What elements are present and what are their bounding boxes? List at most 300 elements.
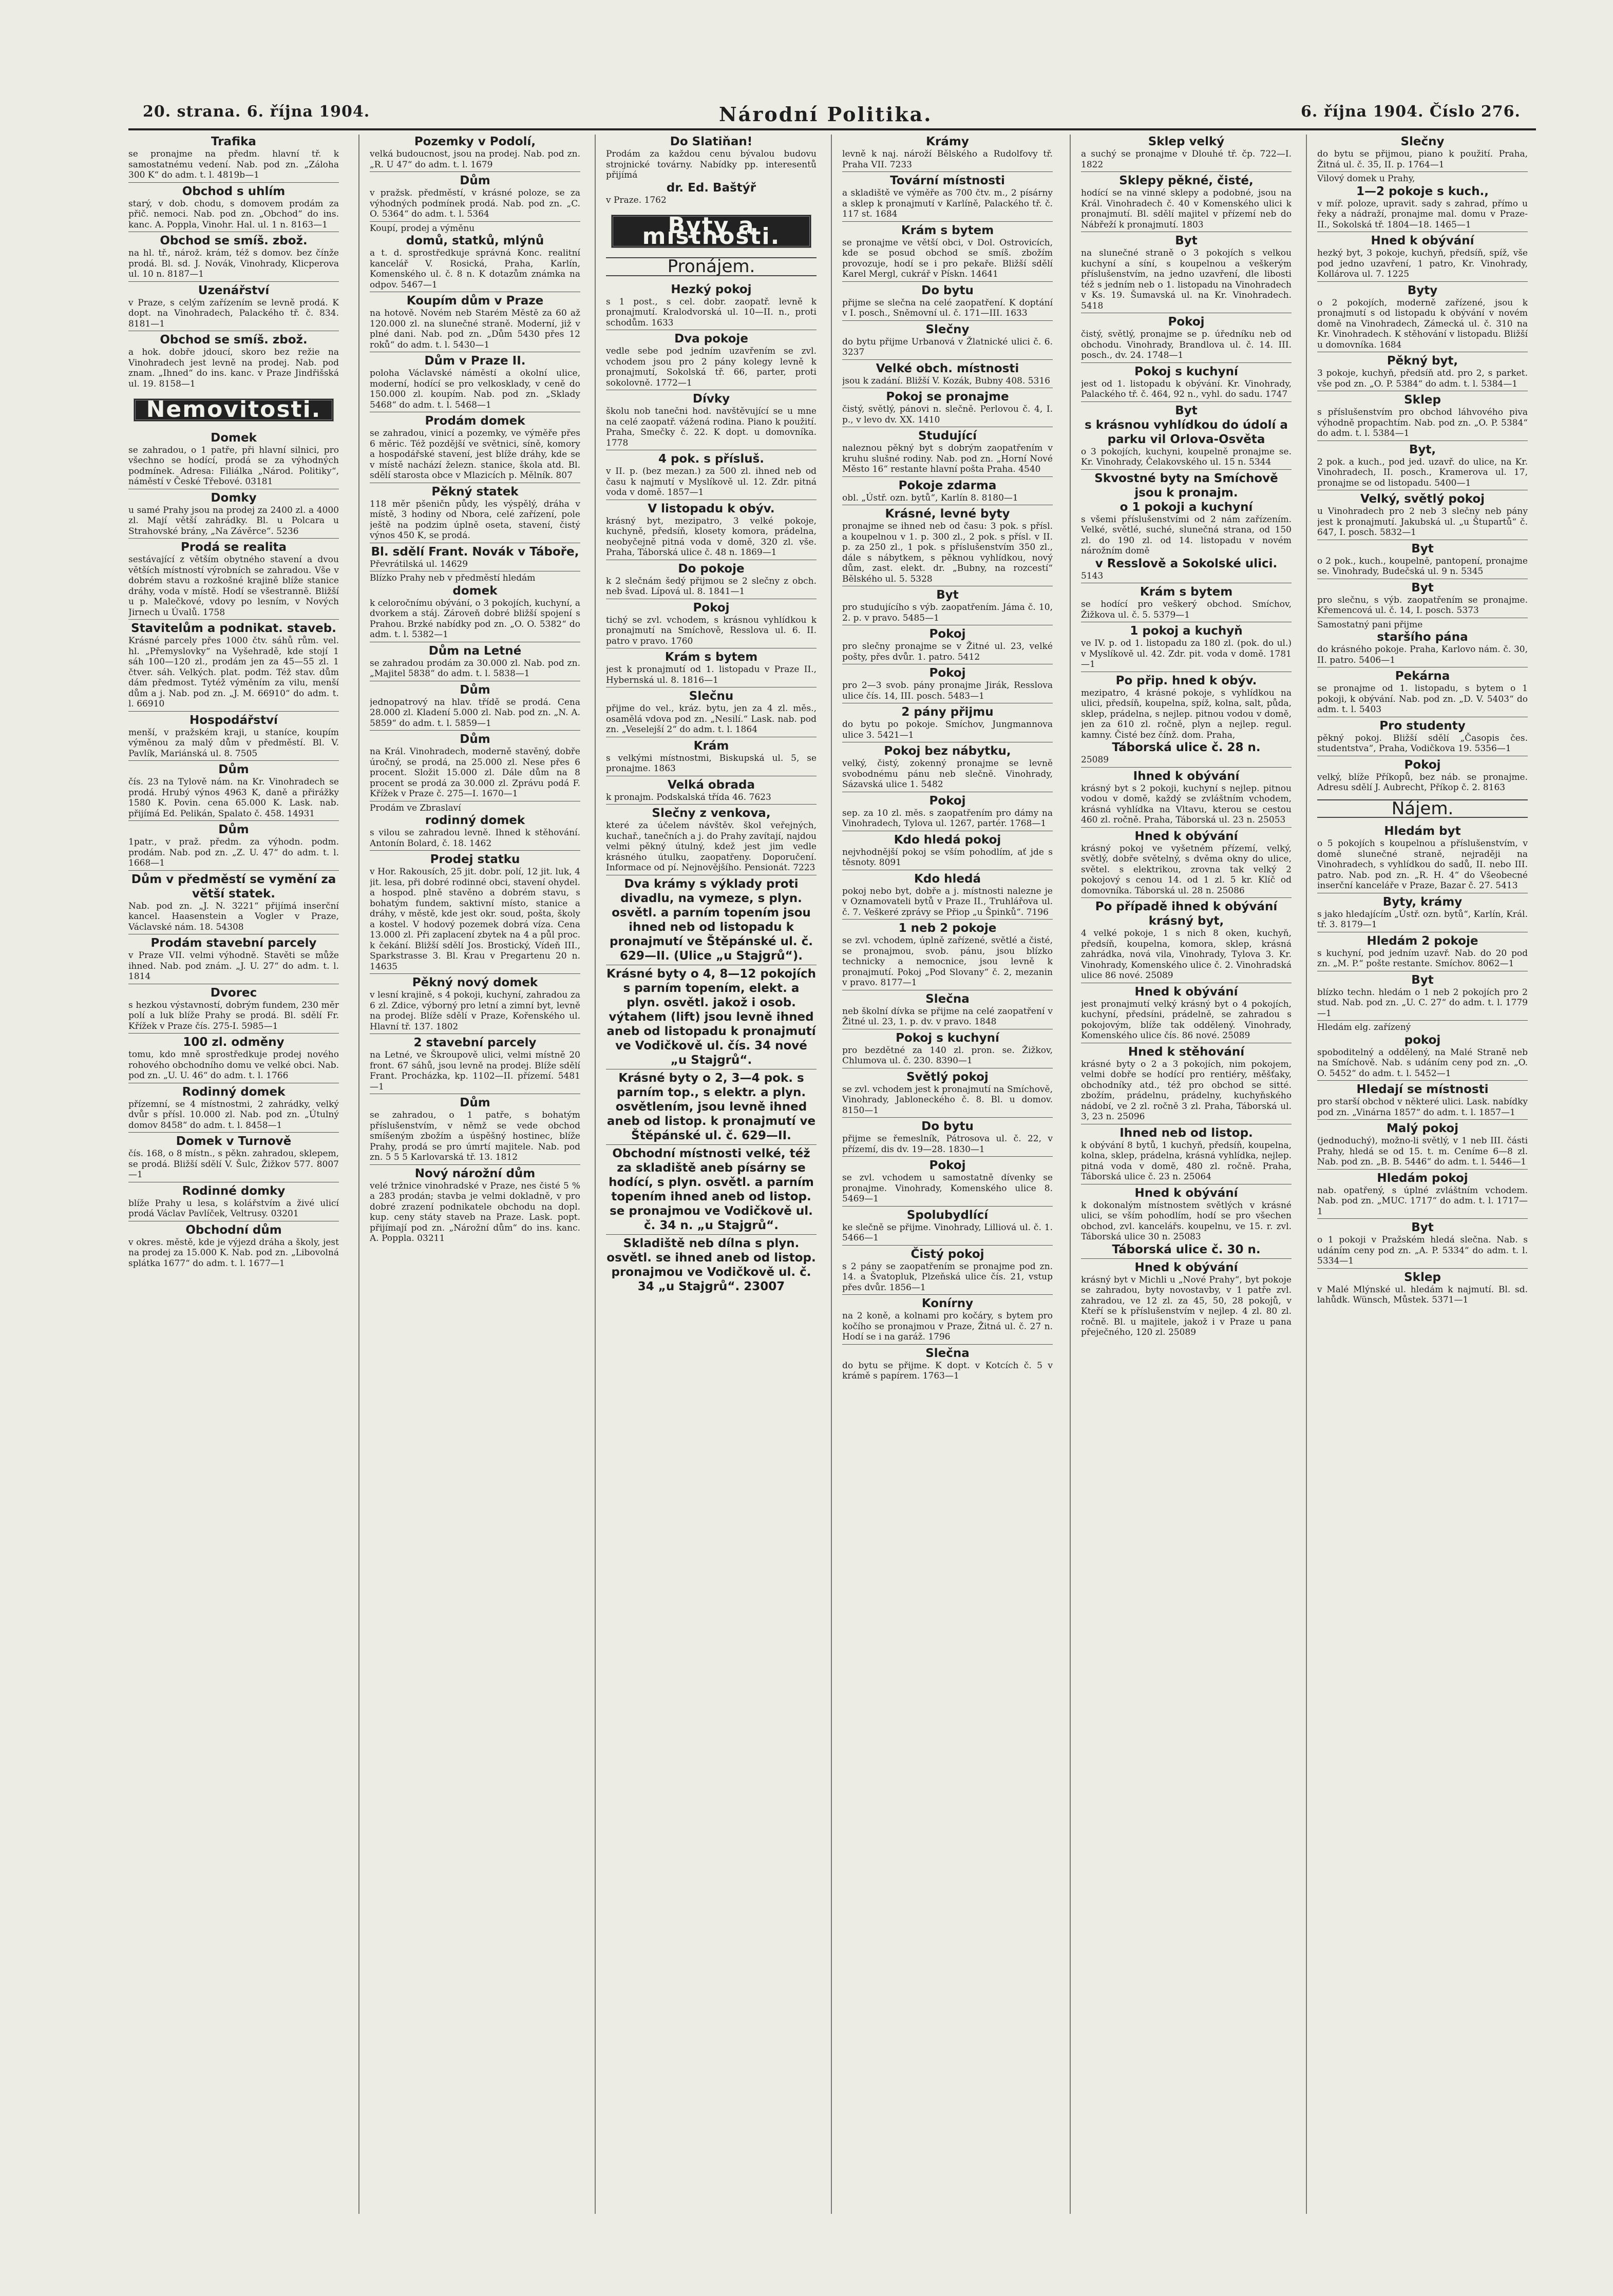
ad-heading: dr. Ed. Baštýř xyxy=(666,181,756,195)
ad-text: (jednoduchý), možno-li světlý, v 1 neb III. části Prahy, hledá se od 15. t. m. Ceníme 6—8 zl. Nab. pod zn. „B. B. 5446“ do adm. t. l. 5446—1 xyxy=(1317,1136,1528,1167)
ad-text: do bytu po pokoje. Smíchov, Jungmannova ulice 3. 5421—1 xyxy=(842,719,1053,740)
ad-heading: Obchod s uhlím xyxy=(182,184,286,198)
ad-text: 3 pokoje, kuchyň, předsíň atd. pro 2, s parket. vše pod zn. „O. P. 5384“ do adm. t. l. 5384—1 xyxy=(1317,368,1528,389)
ad-text: se zvl. vchodem, úplně zařízené, světlé a čisté, se pronajmou, svob. pánu, jsou blízko technicky a nemocnice, jsou levně k pronajmutí. Pokoj „Pod Slovany“ č. 2, mezanin v pravo. 8177—1 xyxy=(842,935,1053,988)
ad-text: přijme do vel., kráz. bytu, jen za 4 zl. měs., osamělá vdova pod zn. „Nesilí.“ Lask. nab. pod zn. „Veselejší 2“ do adm. t. l. 1864 xyxy=(606,703,817,735)
ad-text: 2 pok. a kuch., pod jed. uzavř. do ulice, na Kr. Vinohradech, II. posch., Kramerova ul. 17, pronajme se od listopadu. 5400—1 xyxy=(1317,456,1528,488)
ad-heading: Pokoj xyxy=(1404,758,1441,772)
ad-separator xyxy=(1081,469,1292,470)
ad-heading: Krámy xyxy=(926,135,969,148)
ad-heading: Rodinný domek xyxy=(182,1085,286,1099)
ad-text: Nab. pod zn. „J. N. 3221“ přijímá inserční kancel. Haasenstein a Vogler v Praze, Václavské nám. 18. 54308 xyxy=(128,901,339,932)
ad-text: v Praze VII. velmi výhodně. Stavěti se může ihned. Nab. pod znám. „J. U. 27“ do adm. t. l. 1814 xyxy=(128,950,339,982)
column-divider xyxy=(358,135,359,2214)
ad-text: na Letné, ve Škroupově ulici, velmi místně 20 front. 67 sáhů, jsou levně na prodej. Blíže sdělí Frant. Procházka, kp. 1102—II. přízemí. 5481—1 xyxy=(370,1050,580,1092)
ad-heading: Pokoj xyxy=(929,794,966,808)
ad-text: na slunečné straně o 3 pokojích s velkou kuchyní a síní, s koupelnou a veškerým příslušenstvím, na jedno uzavření, dle libosti též s jedním neb o 1. listopadu na Vinohradech v Ks. 19. Šumavská ul. na Kr. Vinohradech. 5418 xyxy=(1081,248,1292,311)
ad-heading: Domky xyxy=(211,491,257,505)
ad-separator xyxy=(1317,171,1528,172)
ad-heading: Dům xyxy=(218,763,249,776)
ad-heading: Dům xyxy=(460,1096,490,1109)
ad-text: naleznou pěkný byt s dobrým zaopatřením v kruhu slušné rodiny. Nab. pod zn. „Horní Nové Město 16“ restante hlavní pošta Praha. 4540 xyxy=(842,443,1053,474)
ad-text: pro slečnu, s výb. zaopatřením se pronajme. Křemencová ul. č. 14, I. posch. 5373 xyxy=(1317,595,1528,616)
ad-separator xyxy=(842,1206,1053,1207)
ad-heading: Krásné byty o 4, 8—12 pokojích s parním topením, elekt. a plyn. osvětl. jakož i osob. výtahem (lift) jsou levně ihned aneb od listopadu k pronajmutí ve Vodičkově ul. čís. 34 nové „u Stajgrů“. xyxy=(606,967,816,1067)
ad-separator xyxy=(842,1344,1053,1345)
ad-text: k pronajm. Podskalská třída 46. 7623 xyxy=(606,792,771,802)
ad-text: přízemní, se 4 místnostmi, 2 zahrádky, velký dvůr s přísl. 10.000 zl. Nab. pod zn. „Útulný domov 8458“ do adm. t. l. 8458—1 xyxy=(128,1099,339,1131)
ad-text: levně k naj. nároží Bělského a Rudolfovy tř. Praha VII. 7233 xyxy=(842,149,1053,170)
ad-text: spoboditelný a oddělený, na Malé Straně neb na Smíchově. Nab. s udáním ceny pod zn. „O. O. 5452“ do adm. t. l. 5452—1 xyxy=(1317,1047,1528,1079)
ad-heading: Velké obch. místnosti xyxy=(876,361,1019,375)
ad-text: velký, blíže Příkopů, bez náb. se pronajme. Adresu sdělí J. Aubrecht, Příkop č. 2. 8163 xyxy=(1317,772,1528,793)
ad-heading: Pokoj s kuchyní xyxy=(896,1031,999,1045)
ad-text: s vilou se zahradou levně. Ihned k stěhování. Antonín Bolard, č. 18. 1462 xyxy=(370,828,580,849)
ad-text: 1patr., v praž. předm. za výhodn. podm. prodám. Nab. pod zn. „Z. U. 47“ do adm. t. l. 1668—1 xyxy=(128,837,339,868)
ad-heading: Kdo hledá xyxy=(914,872,981,886)
section-subheading: Pronájem. xyxy=(606,257,817,276)
ad-text: s hezkou výstavností, dobrým fundem, 230 měr polí a luk blíže Prahy se prodá. Bl. sdělí Fr. Křížek v Praze čís. 275-I. 5985—1 xyxy=(128,1000,339,1031)
ad-heading: Pěkný statek xyxy=(431,485,519,499)
ad-heading: rodinný domek xyxy=(425,814,525,827)
ad-text: o 3 pokojích, kuchyni, koupelně pronajme se. Kr. Vinohrady, Čelakovského ul. 15 n. 5344 xyxy=(1081,446,1292,467)
section-banner: Byty a místnosti. xyxy=(611,215,811,248)
ad-heading: Prodá se realita xyxy=(180,541,287,554)
ad-heading: Dům xyxy=(460,683,490,697)
ad-heading: Hledám 2 pokoje xyxy=(1367,934,1478,948)
ad-text: krásné byty o 2 a 3 pokojích, nim pokojem, velmi dobře se hodící pro rentiéry, měšťaky, obchodníky atd., též pro obchod se sitté. zbožím, prádelnu, prádelny, kuchyňského nádobí, ve 2 zl. ročně 3 zl. Praha, Táborská ul. 3, 23 n. 25096 xyxy=(1081,1059,1292,1122)
ad-heading: Byt xyxy=(1175,404,1198,417)
ad-heading: Slečny z venkova, xyxy=(652,807,771,820)
ad-text: s jako hledajícím „Ústř. ozn. bytů“, Karlín, Král. tř. 3. 8179—1 xyxy=(1317,909,1528,930)
ad-heading: Krám s bytem xyxy=(665,650,758,664)
ad-heading: Byt xyxy=(1411,542,1434,556)
ad-heading: Sklep xyxy=(1404,393,1441,407)
ad-text: krásný byt s 2 pokoji, kuchyní s nejlep. pitnou vodou v domě, každý se zvláštním vchodem, krásná vyhlídka na Vltavu, kterou se cestou 460 zl. ročně. Praha, Táborská ul. 23 n. 25053 xyxy=(1081,783,1292,825)
ad-heading: Obchodní místnosti velké, též za skladiště aneb písárny se hodící, s plyn. osvětl. a parním topením ihned aneb od listop. se pronajmou ve Vodičkově ul. č. 34 n. „u Stajgrů“. xyxy=(609,1146,814,1232)
column-divider xyxy=(1070,135,1071,2214)
ad-text: se pronajme ve větší obci, v Dol. Ostrovicích, kde se posud obchod se smíš. zbožím provozuje, hodí se i pro pekaře. Bližší sdělí Karel Mergl, cukrář v Pískn. 14641 xyxy=(842,237,1053,279)
ad-heading: 100 zl. odměny xyxy=(183,1036,284,1049)
ad-separator xyxy=(1317,1020,1528,1021)
ad-separator xyxy=(128,1132,339,1133)
ad-heading: staršího pána xyxy=(1377,630,1468,644)
ad-heading: 1 pokoj a kuchyň xyxy=(1130,624,1243,638)
ad-heading: Byt xyxy=(1411,581,1434,595)
ad-separator xyxy=(842,1117,1053,1118)
ad-heading: Dvorec xyxy=(210,986,257,1000)
ad-text: hodící se na vinné sklepy a podobné, jsou na Král. Vinohradech č. 40 v Komenského ulici k pronajmutí. Bl. sdělí majitel v přízemí neb do Nábřeží k pronajmutí. 1803 xyxy=(1081,188,1292,230)
ad-heading: Pěkný nový domek xyxy=(412,976,538,989)
ad-text: velký, čistý, zokenný pronajme se levně svobodnému pánu neb slečně. Vinohrady, Sázavská ulice 1. 5482 xyxy=(842,758,1053,790)
ad-separator xyxy=(128,538,339,539)
ad-heading: Slečna xyxy=(925,1346,970,1360)
ad-text: Samostatný pani přijme xyxy=(1317,619,1423,630)
ad-text: s všemi příslušenstvími od 2 nám zařízením. Velké, světlé, suché, slunečná strana, od 150 zl. do 190 zl. od 14. listopadu v novém nárožním domě xyxy=(1081,514,1292,556)
ad-text: obl. „Ústř. ozn. bytů“, Karlín 8. 8180—1 xyxy=(842,492,1018,503)
ad-heading: 2 stavební parcely xyxy=(413,1036,537,1049)
ad-heading: domů, statků, mlýnů xyxy=(406,234,544,247)
ad-separator xyxy=(128,870,339,871)
header-rule xyxy=(128,128,1536,130)
ad-heading: Do pokoje xyxy=(678,562,745,576)
ad-text: v okres. městě, kde je výjezd dráha a školy, jest na prodej za 15.000 K. Nab. pod zn. „Libovolná splátka 1677“ do adm. t. l. 1677—1 xyxy=(128,1237,339,1269)
ad-heading: Hledají se místnosti xyxy=(1356,1083,1489,1096)
ad-separator xyxy=(370,221,580,222)
ad-heading: s krásnou vyhlídkou do údolí a parku vil Orlova-Osvěta xyxy=(1085,418,1288,446)
ad-heading: Pozemky v Podolí, xyxy=(414,135,536,148)
ad-separator xyxy=(606,1144,817,1145)
ad-separator xyxy=(370,730,580,731)
ad-text: Koupí, prodej a výměnu xyxy=(370,223,475,234)
ad-heading: Hned k obývání xyxy=(1134,829,1238,843)
ad-text: čís. 23 na Tylově nám. na Kr. Vinohradech se prodá. Hrubý výnos 4963 K, daně a přirážky 1580 K. Povin. cena 65.000 K. Lask. nab. přijímá Ed. Pelikán, Spalato č. 458. 14931 xyxy=(128,777,339,819)
ad-heading: Konírny xyxy=(921,1297,974,1310)
ad-text: blíže Prahy u lesa, s kolářstvím a živé ulicí prodá Václav Pavlíček, Veltrusy. 03201 xyxy=(128,1198,339,1219)
ad-separator xyxy=(842,1294,1053,1295)
ad-heading: Slečny xyxy=(925,322,970,336)
ad-separator xyxy=(1317,1268,1528,1269)
ad-text: pokoj nebo byt, dobře a j. místnosti nalezne je v Oznamovateli bytů v Praze II., Truhlářova ul. č. 7. Veškeré zprávy se Přiop „u Špinků“. 7196 xyxy=(842,886,1053,917)
ad-separator xyxy=(842,221,1053,222)
ad-text: jest k pronajmutí od 1. listopadu v Praze II., Hybernská ul. 8. 1816—1 xyxy=(606,664,817,685)
ad-text: k obývání 8 bytů, 1 kuchyň, předsíň, koupelna, kolna, sklep, prádelna, krásná vyhlídka, nejlep. pitná voda v domě, 480 zl. ročně. Praha, Táborská ulice č. 23 n. 25064 xyxy=(1081,1140,1292,1182)
ad-separator xyxy=(370,171,580,172)
ad-separator xyxy=(128,711,339,712)
ad-text: se zahradou prodám za 30.000 zl. Nab. pod zn. „Majitel 5838“ do adm. t. l. 5838—1 xyxy=(370,658,580,679)
ad-heading: Hezký pokoj xyxy=(671,282,752,296)
ad-heading: Pokoje zdarma xyxy=(898,479,997,492)
ad-heading: Pokoj s kuchyní xyxy=(1134,365,1238,378)
ad-text: jednopatrový na hlav. třídě se prodá. Cena 28.000 zl. Kladení 5.000 zl. Nab. pod zn. „N. A. 5859“ do adm. t. l. 5859—1 xyxy=(370,697,580,729)
ad-text: nejvhodnější pokoj se vším pohodlím, ať jde s těsnoty. 8091 xyxy=(842,847,1053,868)
ad-text: v Malé Mlýnské ul. hledám k najmutí. Bl. sd. lahůdk. Wünsch, Můstek. 5371—1 xyxy=(1317,1284,1528,1305)
ad-text: Krásné parcely přes 1000 čtv. sáhů rům. vel. hl. „Přemyslovky“ na Vyšehradě, kde stojí 1 sáh 100—120 zl., prodám jen za 45—55 zl. 1 čtver. sáh. Velkých. plat. podm. Též stav. dům dám předmost. Tytéž výměním za vilu, menší dům a j. Nab. pod zn. „J. M. 66910“ do adm. t. l. 66910 xyxy=(128,636,339,709)
ad-heading: Pokoj xyxy=(929,627,966,641)
ad-heading: Koupím dům v Praze xyxy=(406,294,544,308)
ad-text: Blízko Prahy neb v předměstí hledám xyxy=(370,573,536,583)
ad-heading: Hned k obývání xyxy=(1371,234,1474,247)
ad-separator xyxy=(1081,767,1292,768)
issue-number-date: 6. října 1904. Číslo 276. xyxy=(1301,103,1521,121)
ad-text: se pronajme od 1. listopadu, s bytem o 1 pokoji, k obývání. Nab. pod zn. „D. V. 5403“ do adm. t. l. 5403 xyxy=(1317,683,1528,715)
column-4 xyxy=(842,135,1053,2214)
ad-heading: Pro studenty xyxy=(1379,719,1466,733)
ad-heading: Byt xyxy=(1175,234,1198,247)
ad-text: nab. opatřený, s úplné zvláštním vchodem. Nab. pod zn. „MUC. 1717“ do adm. t. l. 1717—1 xyxy=(1317,1185,1528,1217)
ad-separator xyxy=(842,1245,1053,1246)
ad-text: k 2 slečnám šedý přijmou se 2 slečny z obch. neb švad. Lípová ul. 8. 1841—1 xyxy=(606,576,817,597)
ad-heading: Slečna xyxy=(925,992,970,1006)
ad-text: k dokonalým místnostem světlých v krásné ulici, se vším pohodlím, hodí se pro všechen obchod, zvl. kancelářs. koupelnu, ve 15. r. zvl. Táborská ulice 30 n. 25083 xyxy=(1081,1200,1292,1242)
ad-text: se pronajme na předm. hlavní tř. k samostatnému vedení. Nab. pod zn. „Záloha 300 K“ do adm. t. l. 4819b—1 xyxy=(128,149,339,180)
ad-separator xyxy=(1081,827,1292,828)
ad-text: školu nob tanečni hod. navštěvující se u mne na celé zaopatř. vážená rodina. Piano k použití. Praha, Smečky č. 22. K dopt. u domovníka. 1778 xyxy=(606,406,817,448)
ad-separator xyxy=(1317,1080,1528,1081)
ad-heading: Nový nárožní dům xyxy=(414,1166,536,1180)
ad-text: se zahradou, o 1 patře, při hlavní silnici, pro všechno se hodící, prodá se za výhodných podmínek. Adresa: Filiálka „Národ. Politiky“, náměstí v České Třebové. 03181 xyxy=(128,445,339,487)
ad-heading: 1—2 pokoje s kuch., xyxy=(1356,184,1489,198)
ad-separator xyxy=(1081,171,1292,172)
ad-text: Hledám elg. zařízený xyxy=(1317,1022,1411,1032)
ad-text: u samé Prahy jsou na prodej za 2400 zl. a 4000 zl. Mají větší zahrádky. Bl. u Polcara u Strahovské brány, „Na Závěrce“. 5236 xyxy=(128,505,339,537)
ad-heading: Rodinné domky xyxy=(182,1184,286,1198)
ad-separator xyxy=(1317,1119,1528,1120)
ad-separator xyxy=(1081,401,1292,402)
ad-text: přijme se řemeslník, Pátrosova ul. č. 22, v přízemí, dis dv. 19—28. 1830—1 xyxy=(842,1134,1053,1155)
ad-separator xyxy=(842,919,1053,920)
ad-separator xyxy=(128,760,339,761)
ad-text: o 5 pokojích s koupelnou a příslušenstvím, v domě slunečné straně, nejraději na Vinohradech, s vyhlídkou do sadů, II. nebo III. patro. Nab. pod zn. „R. H. 4“ do Všeobecné inserční kanceláře v Praze, Bazar č. 27. 5413 xyxy=(1317,838,1528,891)
ad-text: sestávající z větším obytného stavení a dvou větších místností výrobních se zahradou. Vše v dobrém stavu a rozkošné krajině blíže stanice dráhy, voda v místě. Hodí se všestranně. Bližší u p. Malečkové, vdovy po lesním, v Nových Jirnech u Úvalů. 1758 xyxy=(128,554,339,618)
ad-heading: Dva krámy s výklady proti divadlu, na vymeze, s plyn. osvětl. a parním topením jsou ihned neb od listopadu k pronajmutí ve Štěpánské ul. č. 629—II. (Ulice „u Stajgrů“). xyxy=(609,877,813,963)
ad-text: čís. 168, o 8 místn., s pěkn. zahradou, sklepem, se prodá. Bližší sdělí V. Šulc, Žižkov 577. 8007—1 xyxy=(128,1149,339,1180)
ad-heading: Prodám domek xyxy=(425,414,525,428)
ad-text: do bytu se přijmou, piano k použití. Praha, Žitná ul. č. 35, II. p. 1764—1 xyxy=(1317,149,1528,170)
ad-heading: Obchod se smíš. zbož. xyxy=(160,234,308,247)
column-6 xyxy=(1317,135,1528,2214)
ad-heading: Pokoj bez nábytku, xyxy=(884,744,1011,758)
ad-text: o 2 pok., kuch., koupelně, pantopení, pronajme se. Vinohrady, Budečská ul. 9 n. 5345 xyxy=(1317,556,1528,577)
ad-text: s 2 pány se zaopatřením se pronajme pod zn. 14. a Švatopluk, Plzeňská ulice čís. 21, vstup přes dvůr. 1856—1 xyxy=(842,1261,1053,1293)
ad-text: velé tržnice vinohradské v Praze, nes čisté 5 % a 283 prodán; stavba je velmi dokladně, v pro dobré zrazení podnikatele obchodu na dopl. kup. ceny státy staveb na Praze. Lask. popt. přijímají pod zn. „Nárožní dům“ do ins. kanc. A. Poppla. 03211 xyxy=(370,1180,580,1243)
ad-text: sep. za 10 zl. měs. s zaopatřením pro dámy na Vinohradech, Tylova ul. 1267, partér. 1768—1 xyxy=(842,808,1053,829)
ad-text: se zahradou, o 1 patře, s bohatým příslušenstvím, v němž se vede obchod smíšeným zbožím a úspěšný hostinec, blíže Prahy, prodá se pro úmrtí majitele. Nab. pod zn. 5 5 5 Karlovarská tř. 13. 1812 xyxy=(370,1110,580,1162)
ad-heading: Prodej statku xyxy=(430,853,520,866)
ad-text: o 1 pokoji v Pražském hledá slečna. Nab. s udáním ceny pod zn. „A. P. 5334“ do adm. t. l. 5334—1 xyxy=(1317,1235,1528,1266)
ad-heading: Hned k obývání xyxy=(1134,1260,1238,1274)
ad-heading: Byt xyxy=(1411,1221,1434,1234)
column-divider xyxy=(831,135,832,2214)
ad-text: v míř. poloze, upravit. sady s zahrad, přímo u řeky a nádraží, pronajme mal. domu v Praze-II., Sokolská tř. 1804—18. 1465—1 xyxy=(1317,198,1528,230)
ad-text: do bytu přijme Urbanová v Žlatnické ulici č. 6. 3237 xyxy=(842,336,1053,357)
ad-separator xyxy=(1317,281,1528,282)
ad-separator xyxy=(606,804,817,805)
ad-heading: Uzenářství xyxy=(198,283,270,297)
ad-text: s velkými místnostmi, Biskupská ul. 5, se pronajme. 1863 xyxy=(606,753,817,774)
ad-heading: Stavitelům a podnikat. staveb. xyxy=(131,622,336,635)
ad-text: v lesní krajině, s 4 pokoji, kuchyní, zahradou za 6 zl. Zdice, výborný pro letní a zimní byt, levně na prodej. Blíže sdělí v Praze, Kořenského ul. Hlavní tř. 137. 1802 xyxy=(370,990,580,1032)
ad-text: které za účelem návštěv. škol veřejných, kuchař., tanečních a j. do Prahy zavítají, najdou velmi pěkný útulný, kdež jest jim vedle krásného útulku, zaopatřeny. Doporučení. Informace od pí. Nejnovějšího. Pensionát. 7223 xyxy=(606,820,817,873)
ad-heading: Hned k obývání xyxy=(1134,985,1238,999)
ad-heading: Skladiště neb dílna s plyn. osvětl. se ihned aneb od listop. pronajmou ve Vodičkově ul. č. 34 „u Stajgrů“. 23007 xyxy=(606,1236,816,1293)
ad-text: krásný pokoj ve vyšetném přízemí, velký, světlý, dobře světelný, s dvěma okny do ulice, světel. s elektrikou, zrovna tak velký 2 pokojový s cenou 14. od 1 zl. 5 kr. Klíč od domovníka. Táborská ul. 28 n. 25086 xyxy=(1081,843,1292,896)
ad-text: se zahradou, vinicí a pozemky, ve výměře přes 6 měric. Též pozdější ve světnici, síně, komory a hospodářské stavení, jest blíže dráhy, kde se v místě nachází železn. stanice, škola atd. Bl. sdělí starosta obce v Mlazicích p. Mělník. 807 xyxy=(370,428,580,481)
ad-text: ke slečně se přijme. Vinohrady, Lilliová ul. č. 1. 5466—1 xyxy=(842,1222,1053,1243)
ad-separator xyxy=(370,1164,580,1165)
ad-text: neb školní dívka se přijme na celé zaopatření v Žitné ul. 23, 1. p. dv. v pravo. 1848 xyxy=(842,1006,1053,1027)
ad-text: na hotově. Novém neb Starém Městě za 60 až 120.000 zl. na slunečné straně. Moderní, již v plné dani. Nab. pod zn. „Dům 5430 přes 12 roků“ do adm. t. l. 5430—1 xyxy=(370,308,580,350)
ad-text: tichý se zvl. vchodem, s krásnou vyhlídkou k pronajmutí na Smíchově, Resslova ul. 6. II. patro v pravo. 1760 xyxy=(606,615,817,646)
ad-heading: Byt xyxy=(936,588,959,602)
ad-text: 118 měr pšeničn půdy, les výspělý, dráha v místě, 3 hodiny od Nbora, celé zařízení, pole ještě na podzim úplně oseta, stavení, čistý výnos 450 K, se prodá. xyxy=(370,499,580,541)
ad-text: se zvl. vchodem jest k pronajmutí na Smíchově, Vinohrady, Jabloneckého č. 8. Bl. u domov. 8150—1 xyxy=(842,1084,1053,1116)
ad-heading: Bl. sdělí Frant. Novák v Táboře, xyxy=(371,545,579,559)
ad-text: s kuchyní, pod jedním uzavř. Nab. do 20 pod zn. „M. P.“ pošte restante. Smíchov. 8062—1 xyxy=(1317,948,1528,969)
ad-text: jsou k zadání. Bližší V. Kozák, Bubny 408. 5316 xyxy=(842,375,1051,386)
ad-heading: V listopadu k obýv. xyxy=(648,502,775,515)
ad-heading: Po přip. hned k obýv. xyxy=(1115,674,1257,687)
ad-heading: Spolubydlící xyxy=(906,1208,989,1222)
ad-text: 25089 xyxy=(1081,755,1109,765)
ad-heading: 4 pok. s přísluš. xyxy=(658,452,765,466)
ad-separator xyxy=(128,820,339,821)
ad-text: u Vinohradech pro 2 neb 3 slečny neb pány jest k pronajmutí. Jakubská ul. „u Štupartů“ č. 647, I. posch. 5832—1 xyxy=(1317,506,1528,538)
ad-text: Vilový domek u Prahy, xyxy=(1317,174,1415,184)
ad-heading: Obchodní dům xyxy=(185,1223,282,1237)
ad-heading: Domek xyxy=(211,431,257,445)
ad-text: menší, v pražském kraji, u staníce, koupím výměnou za malý dům v předměstí. Bl. V. Pavlík, Mariánská ul. 8. 7505 xyxy=(128,727,339,759)
ad-heading: Slečny xyxy=(1400,135,1445,148)
ad-text: ve IV. p. od 1. listopadu za 180 zl. (pok. do ul.) v Myslíkově ul. 42. Zdr. pit. voda v domě. 1781—1 xyxy=(1081,638,1292,669)
column-divider xyxy=(595,135,596,2214)
ad-text: pro studujícího s výb. zaopatřením. Jáma č. 10, 2. p. v pravo. 5485—1 xyxy=(842,602,1053,623)
ad-heading: Pokoj xyxy=(693,601,730,615)
ad-text: se hodící pro veškerý obchod. Smíchov, Žižkova ul. č. 5. 5379—1 xyxy=(1081,599,1292,620)
ad-heading: Malý pokoj xyxy=(1387,1122,1458,1135)
ad-text: s 1 post., s cel. dobr. zaopatř. levně k pronajmutí. Kralodvorská ul. 10—II. n., proti schodům. 1633 xyxy=(606,296,817,328)
column-2 xyxy=(370,135,580,2214)
ad-heading: v Resslově a Sokolské ulici. xyxy=(1095,557,1278,570)
ad-heading: Do bytu xyxy=(921,1120,974,1133)
ad-separator xyxy=(842,1156,1053,1157)
column-divider xyxy=(1306,135,1307,2214)
ad-heading: Táborská ulice č. 28 n. xyxy=(1112,741,1261,754)
section-subheading: Nájem. xyxy=(1317,799,1528,818)
ad-text: 5143 xyxy=(1081,570,1104,581)
ad-heading: o 1 pokoji a kuchyní xyxy=(1119,500,1253,514)
ad-heading: Krásné byty o 2, 3—4 pok. s parním top., s elektr. a plyn. osvětlením, jsou levně ihned aneb od listop. k pronajmutí ve Štěpánské ul. č. 629—II. xyxy=(606,1071,816,1142)
ad-separator xyxy=(128,1033,339,1034)
ad-text: velká budoucnost, jsou na prodej. Nab. pod zn. „R. U 47“ do adm. t. l. 1679 xyxy=(370,149,580,170)
ad-separator xyxy=(1081,897,1292,898)
ad-text: v II. p. (bez mezan.) za 500 zl. ihned neb od času k najmutí v Myslíkově ul. 12. Zdr. pitná voda v domě. 1857—1 xyxy=(606,466,817,498)
ad-text: se zvl. vchodem u samostatně dívenky se pronajme. Vinohrady, Komenského ulice 8. 5469—1 xyxy=(842,1173,1053,1204)
ad-text: pro bezdětné za 140 zl. pron. se. Žižkov, Chlumova ul. č. 230. 8390—1 xyxy=(842,1045,1053,1066)
ad-heading: Táborská ulice č. 30 n. xyxy=(1112,1242,1261,1256)
ad-heading: Do Slatiňan! xyxy=(670,135,753,148)
ad-heading: Po případě ihned k obývání krásný byt, xyxy=(1095,900,1278,928)
ad-heading: Byty, krámy xyxy=(1382,895,1463,909)
ad-separator xyxy=(842,476,1053,477)
ad-separator xyxy=(606,1234,817,1235)
ad-separator xyxy=(842,281,1053,282)
ad-text: Převrátilská ul. 14629 xyxy=(370,559,468,569)
ad-text: v Praze. 1762 xyxy=(606,195,667,205)
ad-heading: Byt xyxy=(1411,973,1434,987)
ad-heading: Pekárna xyxy=(1395,669,1450,683)
ad-text: jest od 1. listopadu k obývání. Kr. Vinohrady, Palackého tř. č. 464, 92 n., vyhl. do sadu. 1747 xyxy=(1081,378,1292,399)
ad-separator xyxy=(128,619,339,620)
ad-heading: Hned k stěhování xyxy=(1128,1045,1245,1059)
column-3 xyxy=(606,135,817,2214)
ad-text: v pražsk. předměstí, v krásné poloze, se za výhodných podmínek prodá. Nab. pod zn. „C. O. 5364“ do adm. t. l. 5364 xyxy=(370,188,580,219)
ad-heading: Sklep xyxy=(1404,1270,1441,1284)
ad-text: jest pronajmutí velký krásný byt o 4 pokojích, kuchyní, předsíni, prádelně, se zahradou s pokojovým, blíže tak oddělený. Vinohrady, Komenského ulice čís. 86 nové. 25089 xyxy=(1081,999,1292,1041)
ad-heading: Dům xyxy=(460,174,490,187)
ad-heading: Hned k obývání xyxy=(1134,1186,1238,1200)
ad-text: hezký byt, 3 pokoje, kuchyň, předsíň, spíž, vše pod jedno uzavření, 1 patro, Kr. Vinohrady, Kollárova ul. 7. 1225 xyxy=(1317,248,1528,279)
ad-text: vedle sebe pod jedním uzavřením se zvl. vchodem jsou pro 2 pány kolegy levně k pronajmutí, Sokolská tř. 66, parter, proti sokolovně. 1772—1 xyxy=(606,346,817,388)
ad-heading: 1 neb 2 pokoje xyxy=(898,922,997,935)
ad-heading: Ihned k obývání xyxy=(1133,769,1240,783)
ad-heading: Tovární místnosti xyxy=(890,174,1005,187)
ad-heading: Velký, světlý pokoj xyxy=(1360,492,1485,506)
ad-heading: Kdo hledá pokoj xyxy=(894,833,1001,847)
ad-heading: Krám s bytem xyxy=(901,223,994,237)
ad-separator xyxy=(1317,1218,1528,1219)
ad-heading: Trafika xyxy=(211,135,256,148)
ad-separator xyxy=(370,850,580,851)
ad-heading: domek xyxy=(452,584,498,598)
ad-heading: Pokoj se pronajme xyxy=(886,390,1009,404)
ad-separator xyxy=(842,359,1053,360)
ad-text: tomu, kdo mně sprostředkuje prodej nového rohového obchodního domu ve velké obci. Nab. pod zn. „U. U. 46“ do adm. t. l. 1766 xyxy=(128,1049,339,1081)
ad-heading: pokoj xyxy=(1404,1033,1441,1047)
ad-heading: Hledám pokoj xyxy=(1377,1171,1468,1185)
ad-heading: Hledám byt xyxy=(1384,825,1461,838)
ad-separator xyxy=(842,320,1053,321)
ad-text: Prodám za každou cenu bývalou budovu strojnické továrny. Nabídky pp. interesentů přijímá xyxy=(606,149,817,180)
ad-text: s příslušenstvím pro obchod láhvového piva výhodně propachtím. Nab. pod zn. „O. P. 5384“ do adm. t. l. 5384—1 xyxy=(1317,407,1528,438)
ad-heading: Krám xyxy=(693,739,729,753)
ad-text: v Hor. Rakousích, 25 jit. dobr. polí, 12 jit. luk, 4 jit. lesa, při dobré rodinné obci, stavení ohydel. a hospod. plně stavěno a dobrém stavu, s bohatým fundem, saktivní místo, stanice a dráhy, v městě, kde jest okr. soud, pošta, školy a kostel. V hodový pozemek dobrá víza. Cena 13.000 zl. Při zaplacení zbytek na 4 a půl proc. k čekání. Bližší sdělí Jos. Brostický, Vídeň III., Sparkstrasse 3. Bl. Krau v Pregartenu 20 n. 14635 xyxy=(370,867,580,972)
ad-heading: Pokoj xyxy=(929,1159,966,1172)
ad-separator xyxy=(128,281,339,282)
ad-text: blízko techn. hledám o 1 neb 2 pokojích pro 2 stud. Nab. pod zn. „U. C. 27“ do adm. t. l. 1779—1 xyxy=(1317,987,1528,1019)
ad-heading: Dům na Letné xyxy=(428,644,522,658)
column-5 xyxy=(1081,135,1292,2214)
ad-text: na 2 koně, a kolnami pro kočáry, s bytem pro kočího se pronajmou v Praze, Žitná ul. č. 27 n. Hodí se i na garáž. 1796 xyxy=(842,1311,1053,1342)
ad-text: a t. d. sprostředkuje správná Konc. realitní kancelář V. Rosická, Praha, Karlín, Komenského ul. č. 8 n. K dotazům známka na odpov. 5467—1 xyxy=(370,248,580,290)
ad-text: do krásného pokoje. Praha, Karlovo nám. č. 30, II. patro. 5406—1 xyxy=(1317,644,1528,665)
ad-heading: Domek v Turnově xyxy=(176,1135,292,1148)
ad-heading: Krásné, levné byty xyxy=(885,507,1010,521)
ad-text: přijme se slečna na celé zaopatření. K doptání v I. posch., Sněmovní ul. č. 171—III. 1633 xyxy=(842,297,1053,318)
ad-heading: Dům xyxy=(460,733,490,746)
ad-heading: Slečnu xyxy=(689,690,734,703)
page-number-date: 20. strana. 6. října 1904. xyxy=(143,103,370,121)
ad-heading: Ihned neb od listop. xyxy=(1119,1126,1253,1140)
ad-heading: Sklepy pěkné, čisté, xyxy=(1119,174,1254,187)
ad-text: pro slečny pronajme se v Žitné ul. 23, velké pošty, přes dvůr. 1. patro. 5412 xyxy=(842,641,1053,662)
ad-heading: Skvostné byty na Smíchově jsou k pronajm. xyxy=(1094,471,1278,500)
ad-text: krásný byt v Michli u „Nové Prahy“, byt pokoje se zahradou, byty novostavby, v 1 patře zvl. zahradou, ve 12 zl. za 45, 50, 28 pokojů, v Kteří se k příslušenstvím v nejlep. 4 zl. 80 zl. ročně. Bl. u majitele, jakož i v Praze u pana přeječného, 120 zl. 25089 xyxy=(1081,1274,1292,1337)
ad-separator xyxy=(1081,362,1292,363)
ad-heading: Dům v Praze II. xyxy=(424,354,526,368)
ad-text: na Král. Vinohradech, moderně stavěný, dobře úročný, se prodá, na 25.000 zl. Nese přes 6 procent. Složit 15.000 zl. Dále dům na 8 procent se prodá za 30.000 zl. Zprávu podá F. Křížek v Praze č. 275—I. 1670—1 xyxy=(370,747,580,799)
ad-heading: Hospodářství xyxy=(189,713,278,727)
ad-heading: Čistý pokoj xyxy=(910,1247,984,1261)
ad-text: a hok. dobře jdoucí, skoro bez režie na Vinohradech jest levně na prodej. Nab. pod znam. „Ihned“ do ins. kanc. v Praze Jindřišská ul. 19. 8158—1 xyxy=(128,347,339,389)
ad-text: o 2 pokojích, moderně zařízené, jsou k pronajmutí s od listopadu k obývání v novém domě na Vinohradech, Zámecká ul. č. 310 na Kr. Vinohradech. K stěhování v listopadu. Bližší u domovníka. 1684 xyxy=(1317,297,1528,350)
ad-text: 4 velké pokoje, 1 s nich 8 oken, kuchyň, předsíň, koupelna, komora, sklep, krásná zahrádka, nová vila, Vinohrady, Tylova 3. Kr. Vinohrady, Komenského ulice č. 2. Vinohradská ulice 86 nové. 25089 xyxy=(1081,928,1292,981)
ad-heading: Pokoj xyxy=(1168,315,1205,329)
ad-separator xyxy=(370,973,580,974)
ad-text: v Praze, s celým zařízením se levně prodá. K dopt. na Vinohradech, Palackého tř. č. 834. 8181—1 xyxy=(128,297,339,329)
ad-heading: Obchod se smíš. zbož. xyxy=(160,333,308,347)
ad-text: pro 2—3 svob. pány pronajme Jirák, Resslova ulice čís. 14, III. posch. 5483—1 xyxy=(842,680,1053,701)
ad-heading: Do bytu xyxy=(921,283,974,297)
ad-text: starý, v dob. chodu, s domovem prodám za přič. nemoci. Nab. pod zn. „Obchod“ do ins. kanc. A. Poppla, Vinohr. Hal. ul. 1 n. 8163—1 xyxy=(128,198,339,230)
ad-heading: Prodám stavební parcely xyxy=(150,936,317,950)
ad-heading: Dům xyxy=(218,823,249,836)
ad-heading: Dívky xyxy=(692,392,730,406)
section-banner: Nemovitosti. xyxy=(134,398,334,422)
ad-heading: 2 pány přijmu xyxy=(901,705,994,719)
ad-text: Prodám ve Zbraslaví xyxy=(370,802,461,813)
ad-separator xyxy=(842,171,1053,172)
